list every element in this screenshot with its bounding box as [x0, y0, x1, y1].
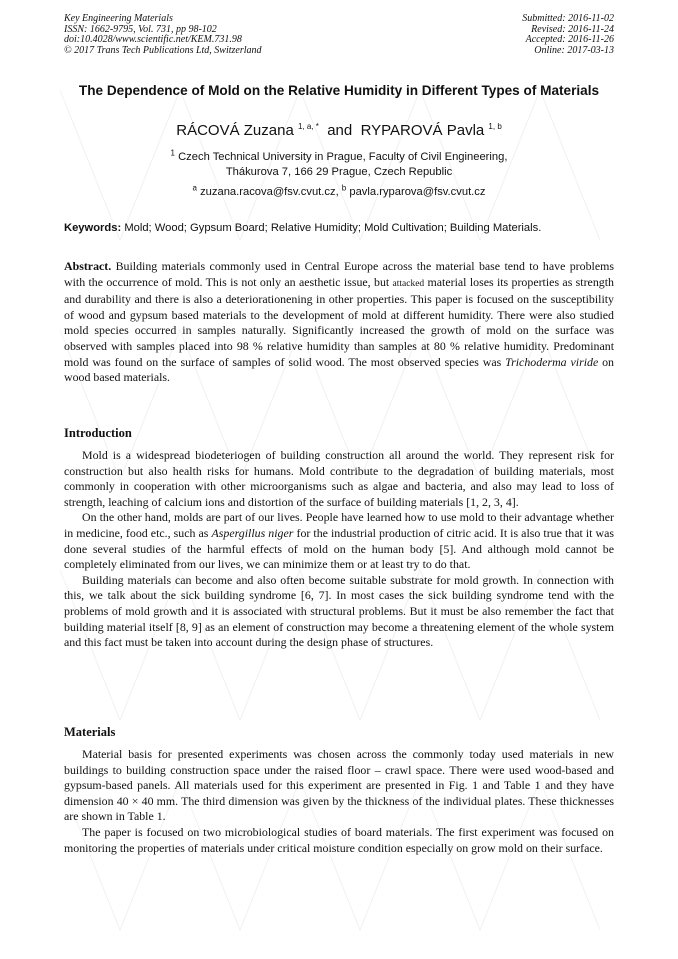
affiliation-line-1: Czech Technical University in Prague, Faculty of Civil Engineering, [178, 151, 508, 163]
abstract-text-2: material loses its properties as strength and durability and there is also a deteriorationening in other properties. This paper is focused on the susceptibility of wood and gypsum based materials to the development of mold at different humidity. There were also studied mold species occurred in samples naturally. Significantly increased the growth of mold on the surface was observed with samples placed into 98 % relative humidity than samples at 80 % relative humidity. Predominant mold was found on the surface of samples of solid wood. The most observed species was [64, 274, 614, 369]
abstract-species: Trichoderma viride [505, 354, 599, 369]
introduction-heading: Introduction [64, 426, 132, 440]
abstract [64, 259, 614, 386]
journal-info [64, 14, 262, 56]
affiliation-sup: 1 [170, 148, 175, 158]
materials-body [64, 747, 614, 856]
keywords [64, 222, 614, 234]
author-1: RÁCOVÁ Zuzana [176, 122, 294, 139]
abstract-text-1: Building materials commonly used in Central Europe across the material base tend to have problems with the occurrence of mold. This is not only an aesthetic issue, but [64, 259, 614, 289]
date-accepted: Accepted: 2016-11-26 [525, 34, 614, 46]
intro-p2-species: Aspergillus niger [211, 525, 294, 540]
affiliation [64, 150, 614, 180]
abstract-label: Abstract. [64, 259, 112, 273]
publication-dates [522, 14, 614, 56]
email-a[interactable]: zuzana.racova@fsv.cvut.cz, [200, 186, 339, 198]
affiliation-line-2: Thákurova 7, 166 29 Prague, Czech Republic [225, 166, 453, 178]
author-2: RYPAROVÁ Pavla [360, 122, 485, 139]
abstract-text-3: on wood based materials. [64, 354, 614, 385]
date-online: Online: 2017-03-13 [534, 44, 614, 56]
author-conjunction: and [323, 122, 357, 139]
author-emails [64, 183, 614, 198]
introduction-body [64, 448, 614, 651]
journal-name: Key Engineering Materials [64, 13, 173, 24]
author-line [64, 122, 614, 139]
keywords-text: Mold; Wood; Gypsum Board; Relative Humidity; Mold Cultivation; Building Materials. [124, 222, 542, 234]
date-submitted: Submitted: 2016-11-02 [522, 13, 614, 24]
journal-copyright: © 2017 Trans Tech Publications Ltd, Switzerland [64, 44, 262, 56]
paper-title: The Dependence of Mold on the Relative Humidity in Different Types of Materials [78, 83, 600, 98]
email-b-sup: b [341, 183, 347, 193]
materials-heading: Materials [64, 725, 116, 739]
materials-paragraph-2: The paper is focused on two microbiological studies of board materials. The first experiment was focused on monitoring the properties of materials under critical moisture condition especially on grow mold on their surface. [64, 824, 614, 855]
email-a-sup: a [192, 183, 197, 193]
email-b[interactable]: pavla.ryparova@fsv.cvut.cz [349, 186, 486, 198]
abstract-small-word: attacked [392, 278, 425, 289]
intro-p2-start: On the other hand, molds are part of our lives. People have learned how to use mold to their advantage whether in medicine, food etc., such as [64, 510, 614, 540]
author-1-affiliation: 1, a, * [297, 122, 319, 131]
intro-paragraph-2 [64, 510, 614, 572]
intro-paragraph-1: Mold is a widespread biodeteriogen of building construction all around the world. They represent risk for construction but also health risks for humans. Mold contribute to the degradation of building materials, most commonly in cooperation with other microorganisms such as algae and bacteria, and also may lead to loss of strength, leaching of calcium ions and distortion of the surface of building materials [1, 2, 3, 4]. [64, 448, 614, 509]
journal-doi[interactable]: doi:10.4028/www.scientific.net/KEM.731.98 [64, 34, 242, 46]
materials-paragraph-1: Material basis for presented experiments was chosen across the commonly today used materials in new buildings to building construction space under the raised floor – crawl space. There were used wood-based and gypsum-based panels. All materials used for this experiment are presented in Fig. 1 and Table 1 and they have dimension 40 × 40 mm. The third dimension was given by the thickness of the individual plates. These thicknesses are shown in Table 1. [64, 747, 614, 824]
date-revised: Revised: 2016-11-24 [531, 23, 614, 35]
intro-p2-end: for the industrial production of citric acid. It is also true that it was done several studies of the harmful effects of mold on the human body [5]. And although mold cannot be completely eliminated from our lives, we can minimize them or at least try to do that. [64, 525, 615, 572]
author-2-affiliation: 1, b [488, 122, 502, 131]
keywords-label: Keywords: [64, 222, 122, 234]
intro-paragraph-3: Building materials can become and also often become suitable substrate for mold growth. In connection with this, we talk about the sick building syndrome [6, 7]. In most cases the sick building syndrome tend with the problems of mold growth and it is associated with structural problems. But it must be also remember the fact that building material itself [8, 9] as an element of construction may become a threatening element of the whole system and this fact must be taken into account during the design phase of structures. [64, 572, 614, 650]
journal-issn: ISSN: 1662-9795, Vol. 731, pp 98-102 [64, 23, 217, 35]
